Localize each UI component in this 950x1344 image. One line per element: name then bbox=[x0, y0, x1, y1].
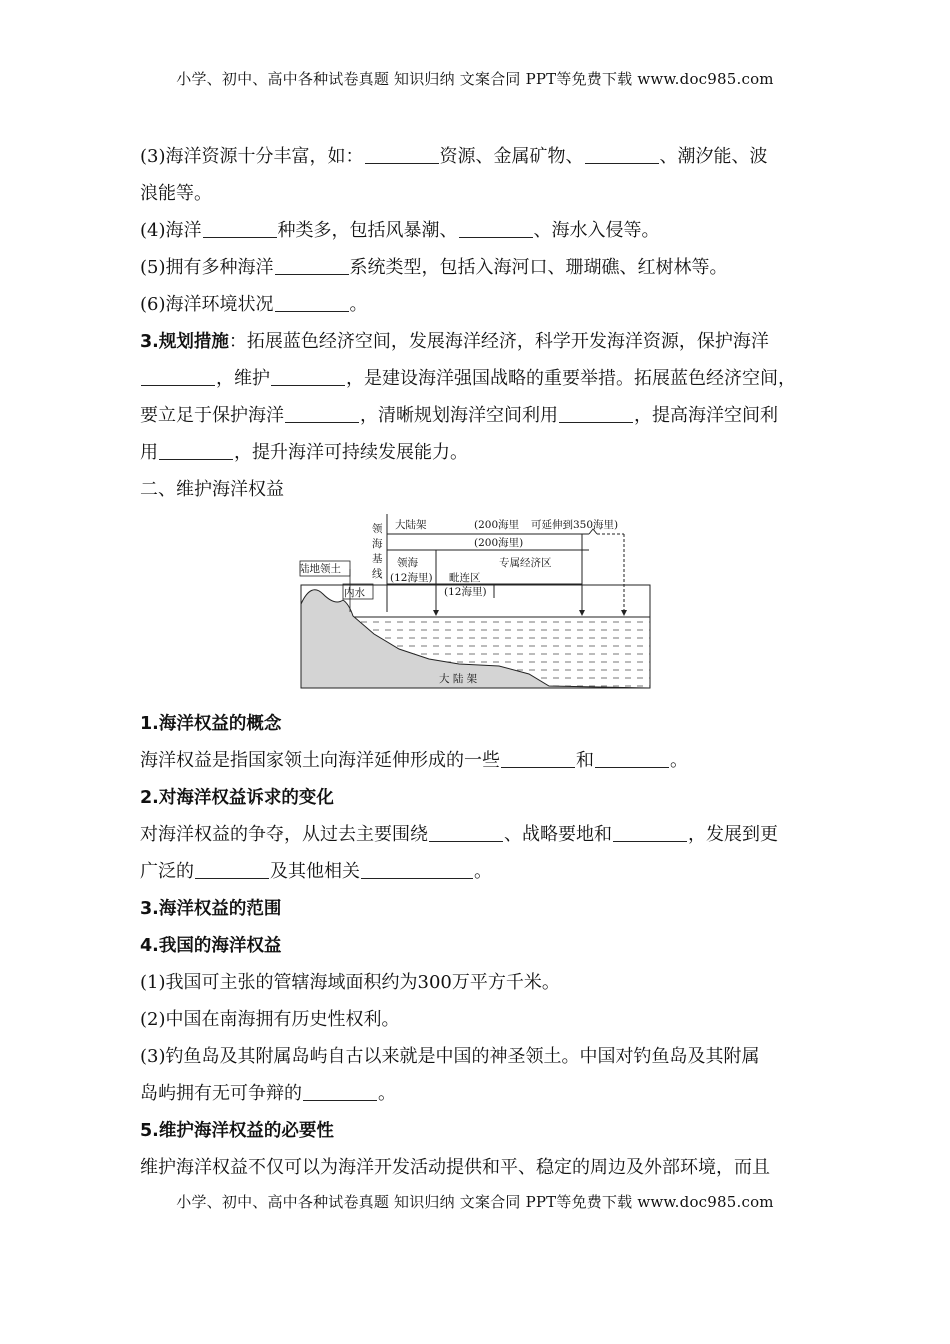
text-line: (1)我国可主张的管辖海域面积约为300万平方千米。 bbox=[140, 972, 560, 993]
text: (6)海洋环境状况 bbox=[140, 294, 274, 315]
land-territory-label: 陆地领土 bbox=[299, 563, 341, 575]
heading-text: 3.海洋权益的范围 bbox=[140, 899, 282, 919]
section-heading bbox=[140, 1112, 820, 1149]
text-line: (2)中国在南海拥有历史性权利。 bbox=[140, 1009, 400, 1030]
text: ，是建设海洋强国战略的重要举措。拓展蓝色经济空间， bbox=[346, 368, 796, 389]
maritime-zones-figure bbox=[140, 508, 820, 705]
baseline-char: 海 bbox=[372, 538, 383, 550]
section-heading bbox=[140, 779, 820, 816]
answer-blank[interactable] bbox=[159, 439, 233, 460]
text-line bbox=[140, 816, 820, 853]
text: 。 bbox=[474, 861, 492, 882]
section-heading: 3.规划措施 bbox=[140, 332, 229, 352]
text: ，维护 bbox=[216, 368, 270, 389]
answer-blank[interactable] bbox=[559, 402, 633, 423]
answer-blank[interactable] bbox=[501, 747, 575, 768]
section-heading bbox=[140, 890, 820, 927]
answer-blank[interactable] bbox=[595, 747, 669, 768]
text: ，提高海洋空间利 bbox=[634, 405, 778, 426]
answer-blank[interactable] bbox=[613, 821, 687, 842]
page-header: 小学、初中、高中各种试卷真题 知识归纳 文案合同 PPT等免费下载 www.doc985.com bbox=[176, 70, 774, 88]
text-line bbox=[140, 853, 820, 890]
page-footer: 小学、初中、高中各种试卷真题 知识归纳 文案合同 PPT等免费下载 www.doc985.com bbox=[176, 1193, 774, 1211]
answer-blank[interactable] bbox=[585, 143, 659, 164]
answer-blank[interactable] bbox=[271, 365, 345, 386]
text-line bbox=[140, 212, 820, 249]
territorial-12-label: (12海里) bbox=[390, 572, 433, 584]
text: 要立足于保护海洋 bbox=[140, 405, 284, 426]
text: 、潮汐能、波 bbox=[659, 146, 768, 167]
section-title: 二、维护海洋权益 bbox=[140, 479, 284, 500]
text: 用 bbox=[140, 442, 158, 463]
text: 资源、金属矿物、 bbox=[439, 146, 584, 167]
text: 海洋权益是指国家领土向海洋延伸形成的一些 bbox=[140, 750, 500, 771]
contiguous-label: 毗连区 bbox=[449, 572, 481, 584]
text-line bbox=[140, 286, 820, 323]
text-line bbox=[140, 138, 820, 175]
text: 系统类型，包括入海河口、珊瑚礁、红树林等。 bbox=[349, 257, 728, 278]
text-line bbox=[140, 323, 820, 360]
answer-blank[interactable] bbox=[285, 402, 359, 423]
text: 。 bbox=[349, 294, 368, 315]
bottom-shelf-label: 大 陆 架 bbox=[439, 673, 478, 685]
text-line: (3)钓鱼岛及其附属岛屿自古以来就是中国的神圣领土。中国对钓鱼岛及其附属 bbox=[140, 1046, 760, 1067]
baseline-char: 基 bbox=[372, 553, 383, 565]
internal-waters-label: 内水 bbox=[344, 587, 365, 599]
text: 对海洋权益的争夺，从过去主要围绕 bbox=[140, 824, 428, 845]
text: ，发展到更 bbox=[688, 824, 778, 845]
arrow-head bbox=[621, 610, 627, 616]
heading-text: 5.维护海洋权益的必要性 bbox=[140, 1121, 334, 1141]
eez-label: 专属经济区 bbox=[499, 557, 552, 569]
contiguous-12-label: (12海里) bbox=[444, 586, 487, 598]
text: 岛屿拥有无可争辩的 bbox=[140, 1083, 302, 1104]
text: ，提升海洋可持续发展能力。 bbox=[234, 442, 468, 463]
text: 。 bbox=[378, 1083, 396, 1104]
text-line bbox=[140, 397, 820, 434]
text: 种类多，包括风暴潮、 bbox=[277, 220, 458, 241]
answer-blank[interactable] bbox=[195, 858, 269, 879]
text: 、海水入侵等。 bbox=[533, 220, 660, 241]
text: 广泛的 bbox=[140, 861, 194, 882]
continental-shelf-label: 大陆架 bbox=[395, 519, 427, 531]
answer-blank[interactable] bbox=[365, 143, 439, 164]
text-line: 浪能等。 bbox=[140, 183, 212, 204]
territorial-sea-label: 领海 bbox=[397, 557, 418, 569]
arrow-head bbox=[433, 610, 439, 616]
answer-blank[interactable] bbox=[429, 821, 503, 842]
text-line: 维护海洋权益不仅可以为海洋开发活动提供和平、稳定的周边及外部环境，而且 bbox=[140, 1157, 770, 1178]
section-heading bbox=[140, 927, 820, 964]
text: (3)海洋资源十分丰富，如： bbox=[140, 146, 364, 167]
baseline-char: 线 bbox=[372, 568, 383, 580]
heading-text: 2.对海洋权益诉求的变化 bbox=[140, 788, 334, 808]
answer-blank[interactable] bbox=[141, 365, 215, 386]
eez-200-label: (200海里) bbox=[474, 537, 524, 549]
text: (5)拥有多种海洋 bbox=[140, 257, 274, 278]
text-line bbox=[140, 249, 820, 286]
text-line bbox=[140, 434, 820, 471]
text: 。 bbox=[670, 750, 688, 771]
answer-blank[interactable] bbox=[275, 254, 349, 275]
baseline-char: 领 bbox=[372, 523, 383, 535]
heading-text: 4.我国的海洋权益 bbox=[140, 936, 282, 956]
text: ，清晰规划海洋空间利用 bbox=[360, 405, 558, 426]
text: 、战略要地和 bbox=[504, 824, 612, 845]
answer-blank[interactable] bbox=[361, 858, 473, 879]
arrow-head bbox=[579, 610, 585, 616]
shelf-350-label: 可延伸到350海里) bbox=[531, 519, 619, 531]
document-body bbox=[140, 138, 820, 1186]
heading-text: 1.海洋权益的概念 bbox=[140, 714, 282, 734]
section-heading bbox=[140, 705, 820, 742]
answer-blank[interactable] bbox=[203, 217, 277, 238]
text-line bbox=[140, 360, 820, 397]
text: (4)海洋 bbox=[140, 220, 202, 241]
maritime-zones-diagram bbox=[299, 514, 653, 692]
text: 和 bbox=[576, 750, 594, 771]
text-line bbox=[140, 742, 820, 779]
answer-blank[interactable] bbox=[459, 217, 533, 238]
answer-blank[interactable] bbox=[303, 1080, 377, 1101]
text: ：拓展蓝色经济空间，发展海洋经济，科学开发海洋资源，保护海洋 bbox=[228, 331, 769, 352]
text-line bbox=[140, 1075, 820, 1112]
shelf-200-label: (200海里 bbox=[474, 519, 520, 531]
text: 及其他相关 bbox=[270, 861, 360, 882]
answer-blank[interactable] bbox=[275, 291, 349, 312]
